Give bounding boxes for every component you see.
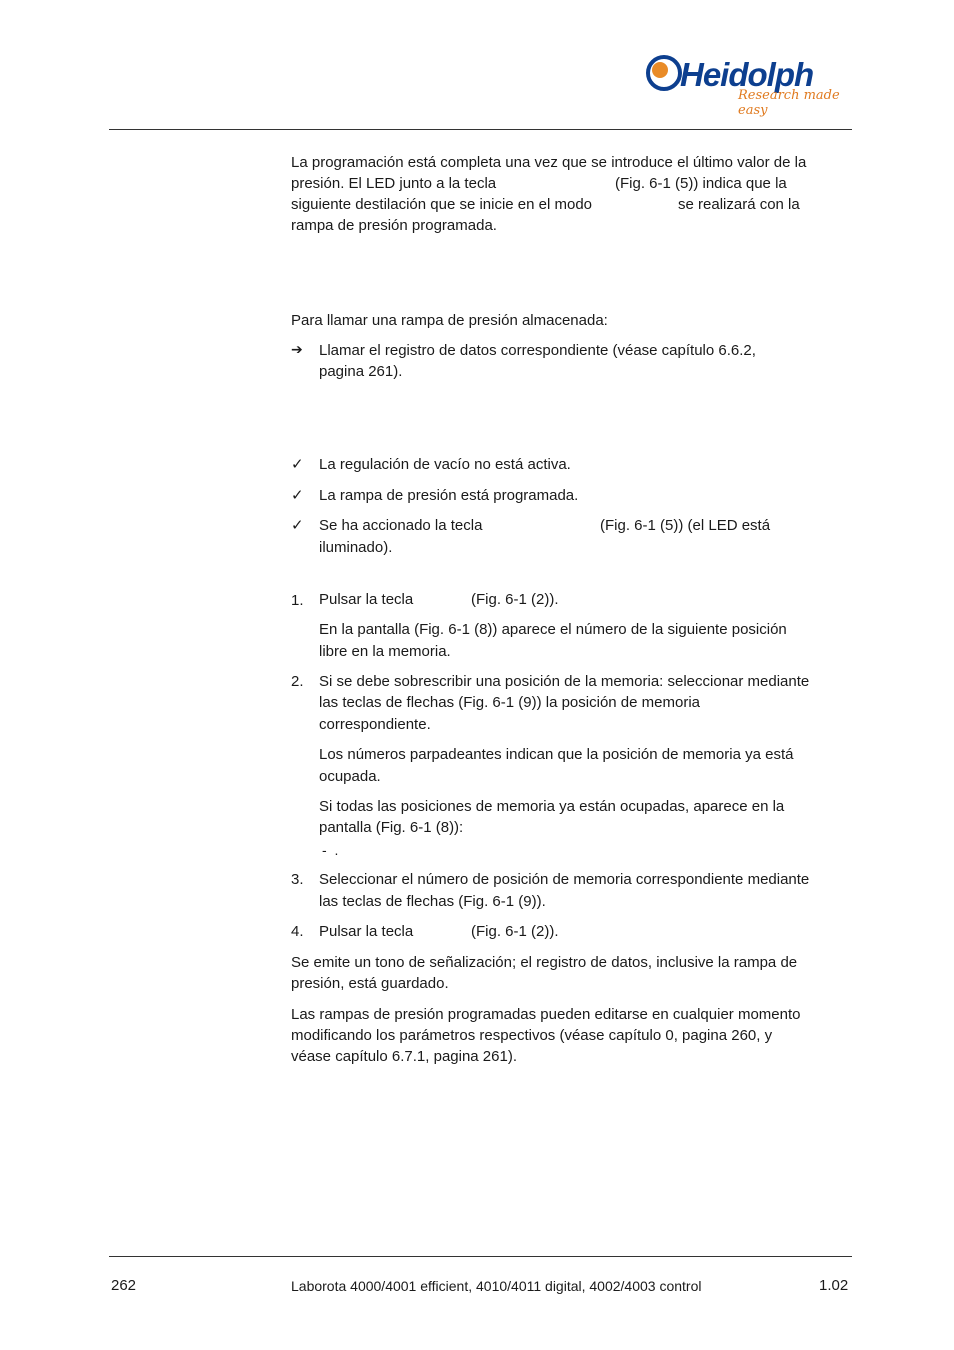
step-note: libre en la memoria.	[319, 643, 451, 660]
step-text: las teclas de flechas (Fig. 6-1 (9)) la posición de memoria	[319, 694, 700, 711]
check-item: La regulación de vacío no está activa.	[319, 456, 571, 473]
check-item: (Fig. 6-1 (5)) (el LED está	[600, 517, 771, 534]
step-text: las teclas de flechas (Fig. 6-1 (9)).	[319, 893, 546, 910]
document-version: 1.02	[819, 1277, 849, 1294]
step-note: Los números parpadeantes indican que la posición de memoria ya está	[319, 746, 794, 763]
check-item: Se ha accionado la tecla	[319, 517, 483, 534]
recall-step-line: Llamar el registro de datos correspondiente (véase capítulo 6.6.2,	[319, 342, 756, 359]
step-text: correspondiente.	[319, 716, 431, 733]
step-text: Pulsar la tecla	[319, 923, 414, 940]
logo-wordmark: Heidolph	[680, 56, 814, 93]
checkmark-icon: ✓	[291, 516, 304, 534]
check-item: La rampa de presión está programada.	[319, 487, 579, 504]
step-number: 3.	[291, 871, 304, 888]
step-text: Pulsar la tecla	[319, 591, 414, 608]
step-note: En la pantalla (Fig. 6-1 (8)) aparece el número de la siguiente posición	[319, 621, 787, 638]
checkmark-icon: ✓	[291, 486, 304, 504]
recall-step-line: pagina 261).	[319, 363, 403, 380]
step-text: Seleccionar el número de posición de memoria correspondiente mediante	[319, 871, 810, 888]
closing-line: presión, está guardado.	[291, 975, 449, 992]
step-text: (Fig. 6-1 (2)).	[471, 923, 559, 940]
step-note: Si todas las posiciones de memoria ya están ocupadas, aparece en la	[319, 798, 785, 815]
heidolph-logo	[644, 52, 856, 118]
intro-line: presión. El LED junto a la tecla	[291, 175, 497, 192]
arrow-icon: ➔	[291, 342, 303, 358]
intro-line: La programación está completa una vez que se introduce el último valor de la	[291, 154, 807, 171]
header-rule	[109, 129, 852, 130]
check-item: iluminado).	[319, 539, 393, 556]
intro-line: (Fig. 6-1 (5)) indica que la	[615, 175, 787, 192]
intro-line: rampa de presión programada.	[291, 217, 497, 234]
step-text: Si se debe sobrescribir una posición de la memoria: seleccionar mediante	[319, 673, 810, 690]
page-number: 262	[111, 1277, 137, 1294]
step-number: 1.	[291, 592, 304, 609]
step-text: (Fig. 6-1 (2)).	[471, 591, 559, 608]
closing-line: véase capítulo 6.7.1, pagina 261).	[291, 1048, 517, 1065]
intro-line: se realizará con la	[678, 196, 800, 213]
closing-line: modificando los parámetros respectivos (véase capítulo 0, pagina 260, y	[291, 1027, 773, 1044]
footer-title: Laborota 4000/4001 efficient, 4010/4011 digital, 4002/4003 control	[291, 1278, 702, 1294]
display-readout: - .	[322, 842, 339, 858]
closing-line: Se emite un tono de señalización; el registro de datos, inclusive la rampa de	[291, 954, 798, 971]
logo-emblem-icon	[646, 55, 682, 91]
checkmark-icon: ✓	[291, 455, 304, 473]
step-note: pantalla (Fig. 6-1 (8)):	[319, 819, 464, 836]
logo-tagline: Research made easy	[738, 88, 840, 118]
intro-line: siguiente destilación que se inicie en el modo	[291, 196, 593, 213]
recall-intro: Para llamar una rampa de presión almacenada:	[291, 312, 608, 329]
step-note: ocupada.	[319, 768, 381, 785]
step-number: 4.	[291, 923, 304, 940]
step-number: 2.	[291, 673, 304, 690]
footer-rule	[109, 1256, 852, 1257]
closing-line: Las rampas de presión programadas pueden editarse en cualquier momento	[291, 1006, 801, 1023]
